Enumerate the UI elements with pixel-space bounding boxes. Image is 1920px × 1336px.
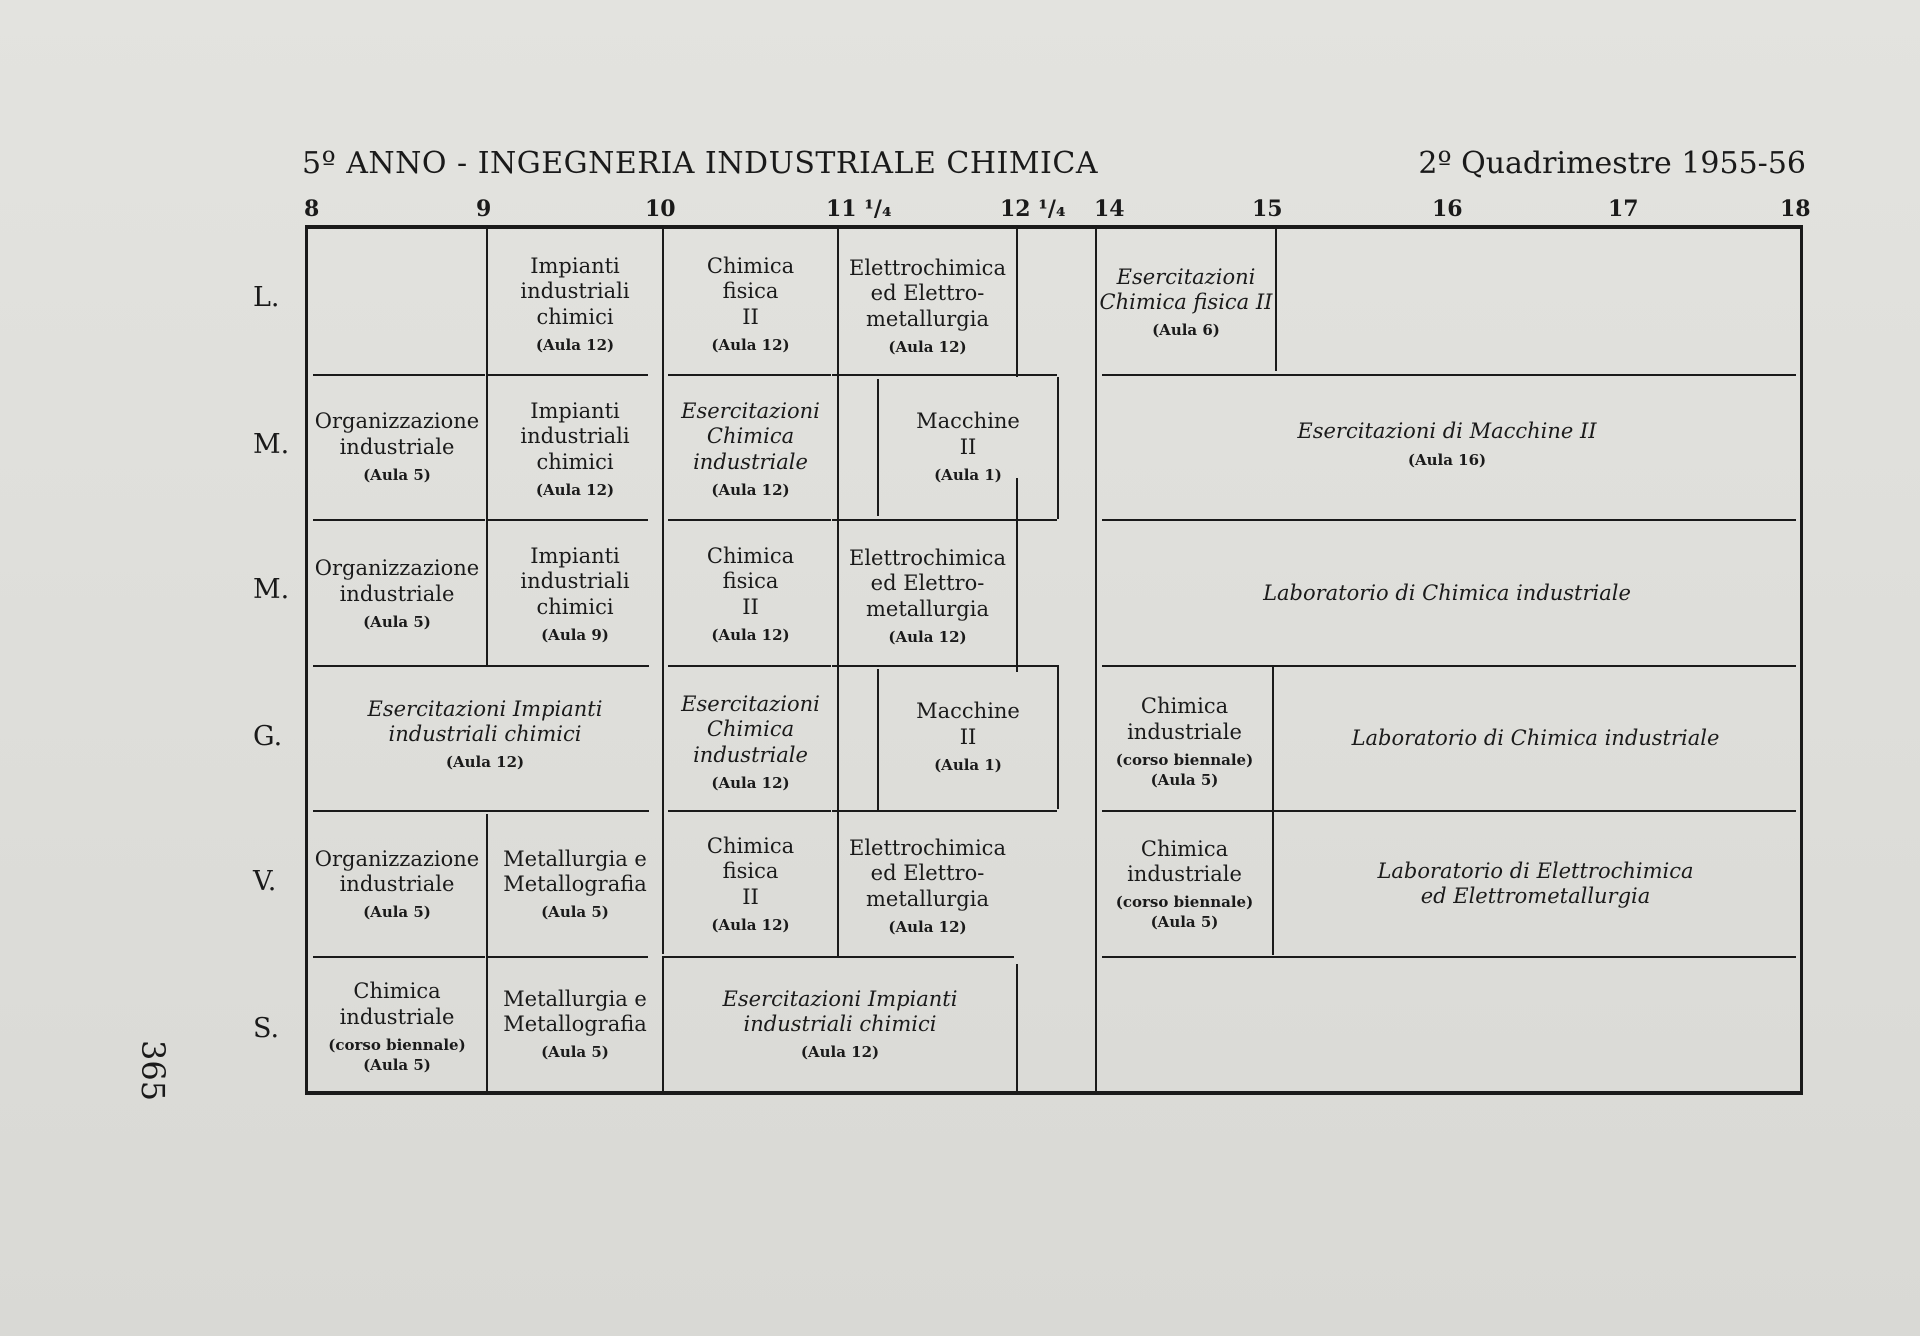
course-cell: Organizzazione industriale (Aula 5) (314, 846, 480, 922)
course-cell: Laboratorio di Chimica industriale (1351, 726, 1720, 751)
course-cell: Impianti industriali chimici (Aula 12) (520, 254, 630, 354)
hour-label: 11 ¹/₄ (826, 196, 892, 222)
course-cell: Impianti industriali chimici (Aula 12) (520, 399, 630, 499)
grid-line (1102, 519, 1796, 521)
course-cell: Esercitazioni Chimica fisica II (Aula 6) (1099, 264, 1273, 340)
schedule-title: 5º ANNO - INGEGNERIA INDUSTRIALE CHIMICA (302, 146, 1099, 181)
hour-label: 9 (476, 196, 492, 222)
grid-line (488, 956, 648, 958)
course-cell: Elettrochimica ed Elettro- metallurgia (Aula 12) (849, 546, 1006, 646)
day-label-thursday: G. (253, 721, 283, 752)
semester-label: 2º Quadrimestre 1955-56 (1418, 146, 1806, 181)
grid-line (668, 374, 831, 376)
grid-line (668, 665, 831, 667)
course-cell: Macchine II (Aula 1) (916, 409, 1020, 484)
grid-line (488, 374, 648, 376)
hour-label: 12 ¹/₄ (1000, 196, 1066, 222)
hour-label: 10 (645, 196, 676, 222)
day-label-tuesday: M. (253, 429, 290, 460)
hour-label: 16 (1432, 196, 1463, 222)
grid-line (313, 519, 485, 521)
grid-line (1016, 229, 1018, 377)
page-number: 365 (134, 1040, 172, 1102)
grid-line (313, 665, 649, 667)
grid-line (1102, 665, 1796, 667)
course-cell: Macchine II (Aula 1) (916, 699, 1020, 774)
grid-line (1057, 377, 1059, 519)
grid-line (313, 956, 485, 958)
grid-line (1057, 665, 1059, 809)
day-label-saturday: S. (253, 1013, 280, 1044)
grid-line (1102, 374, 1796, 376)
course-cell: Organizzazione industriale (Aula 5) (314, 409, 480, 484)
course-cell: Laboratorio di Elettrochimica ed Elettrometallurgia (1377, 858, 1694, 908)
grid-line (1016, 964, 1018, 1093)
grid-line (668, 810, 831, 812)
grid-line (668, 519, 831, 521)
grid-line (1275, 229, 1277, 371)
grid-line (313, 810, 649, 812)
course-cell: Chimica fisica II (Aula 12) (706, 544, 795, 644)
grid-line (832, 519, 1057, 521)
course-cell: Elettrochimica ed Elettro- metallurgia (Aula 12) (849, 256, 1006, 356)
course-cell: Metallurgia e Metallografia (Aula 5) (503, 986, 647, 1062)
timetable-grid (305, 225, 1803, 1095)
grid-line (488, 519, 648, 521)
grid-line (1102, 810, 1796, 812)
course-cell: Chimica industriale (corso biennale) (Aula 5) (1115, 836, 1254, 932)
course-cell: Esercitazioni di Macchine II (Aula 16) (1297, 419, 1597, 469)
grid-line (832, 810, 1057, 812)
course-cell: Esercitazioni Chimica industriale (Aula 12) (681, 692, 820, 792)
grid-line (1102, 956, 1796, 958)
course-cell: Metallurgia e Metallografia (Aula 5) (503, 846, 647, 922)
day-label-friday: V. (253, 866, 277, 897)
course-cell: Chimica industriale (corso biennale) (Aula 5) (1115, 694, 1254, 789)
afternoon-divider (1095, 229, 1097, 1093)
day-label-monday: L. (253, 282, 280, 313)
grid-line (832, 665, 1057, 667)
course-cell: Organizzazione industriale (Aula 5) (314, 556, 480, 631)
course-cell: Elettrochimica ed Elettro- metallurgia (Aula 12) (849, 836, 1006, 936)
grid-line (313, 374, 485, 376)
hour-label: 8 (304, 196, 320, 222)
hour-label: 17 (1608, 196, 1639, 222)
course-cell: Impianti industriali chimici (Aula 9) (520, 544, 630, 644)
grid-line (832, 374, 1057, 376)
course-cell: Esercitazioni Chimica industriale (Aula 12) (681, 399, 820, 499)
hour-label: 14 (1094, 196, 1125, 222)
course-cell: Chimica industriale (corso biennale) (Aula 5) (328, 979, 466, 1074)
course-cell: Chimica fisica II (Aula 12) (706, 254, 795, 354)
hour-label: 15 (1252, 196, 1283, 222)
course-cell: Laboratorio di Chimica industriale (1263, 581, 1631, 606)
course-cell: Esercitazioni Impianti industriali chimici (Aula 12) (367, 696, 603, 772)
day-label-wednesday: M. (253, 574, 290, 605)
grid-line (664, 956, 1014, 958)
course-cell: Esercitazioni Impianti industriali chimici (Aula 12) (722, 986, 958, 1062)
hour-label: 18 (1780, 196, 1811, 222)
course-cell: Chimica fisica II (Aula 12) (706, 834, 795, 934)
